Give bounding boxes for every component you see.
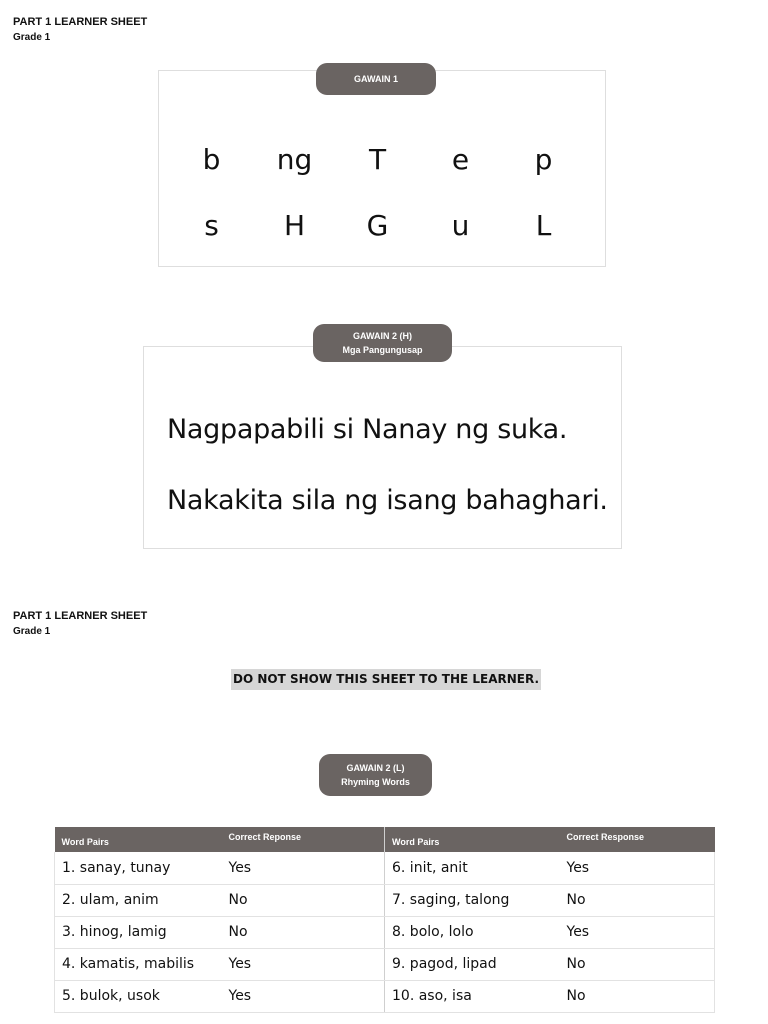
table-cell: No [560,884,715,916]
table-cell: 4. kamatis, mabilis [55,948,222,980]
letter: G [366,209,389,242]
table-cell: Yes [560,916,715,948]
sentence-2: Nakakita sila ng isang bahaghari. [167,485,608,516]
table-cell: 10. aso, isa [385,980,560,1012]
letter: e [451,143,470,176]
table-cell: 3. hinog, lamig [55,916,222,948]
sheet-header-top [13,14,147,46]
table-cell: No [222,916,385,948]
letter: T [368,143,387,176]
gawain1-label: GAWAIN 1 [353,74,398,84]
table-row [55,980,715,1012]
table-row [55,884,715,916]
gawain1-badge [316,63,436,95]
grade-label: Grade 1 [13,626,51,637]
table-cell: No [222,884,385,916]
letter: u [451,209,470,242]
sentence-1: Nagpapabili si Nanay ng suka. [167,414,568,445]
gawain2l-label: GAWAIN 2 (L) [346,763,405,773]
table-header-row [55,827,715,852]
rhyming-words-table [54,827,715,1013]
table-cell: 6. init, anit [385,852,560,884]
table-cell: 7. saging, talong [385,884,560,916]
table-row [55,948,715,980]
table-cell: 5. bulok, usok [55,980,222,1012]
gawain2h-sublabel: Mga Pangungusap [342,345,423,355]
table-cell: 8. bolo, lolo [385,916,560,948]
gawain2l-sublabel: Rhyming Words [341,777,410,787]
letter: p [534,143,553,176]
table-cell: 2. ulam, anim [55,884,222,916]
gawain2l-badge [319,754,432,796]
column-header: Correct Response [560,827,715,852]
table-row [55,916,715,948]
table-cell: 1. sanay, tunay [55,852,222,884]
column-header: Correct Reponse [222,827,385,852]
table-cell: Yes [222,852,385,884]
table-cell: 9. pagod, lipad [385,948,560,980]
letter: H [283,209,306,242]
letters-grid [170,140,585,246]
table-cell: Yes [560,852,715,884]
table-cell: Yes [222,980,385,1012]
table-cell: Yes [222,948,385,980]
table-cell: No [560,948,715,980]
letter: b [202,143,221,176]
letter: s [204,209,219,242]
grade-label: Grade 1 [13,32,51,43]
sheet-title: PART 1 LEARNER SHEET [13,16,148,28]
sheet-title: PART 1 LEARNER SHEET [13,610,148,622]
sheet-header-bottom [13,608,147,640]
column-header: Word Pairs [55,827,222,852]
letter: ng [276,143,313,176]
table-row [55,852,715,884]
gawain2h-badge [313,324,452,362]
warning-text: DO NOT SHOW THIS SHEET TO THE LEARNER. [231,669,541,690]
column-header: Word Pairs [385,827,560,852]
letter: L [535,209,552,242]
gawain2h-label: GAWAIN 2 (H) [352,331,412,341]
table-cell: No [560,980,715,1012]
